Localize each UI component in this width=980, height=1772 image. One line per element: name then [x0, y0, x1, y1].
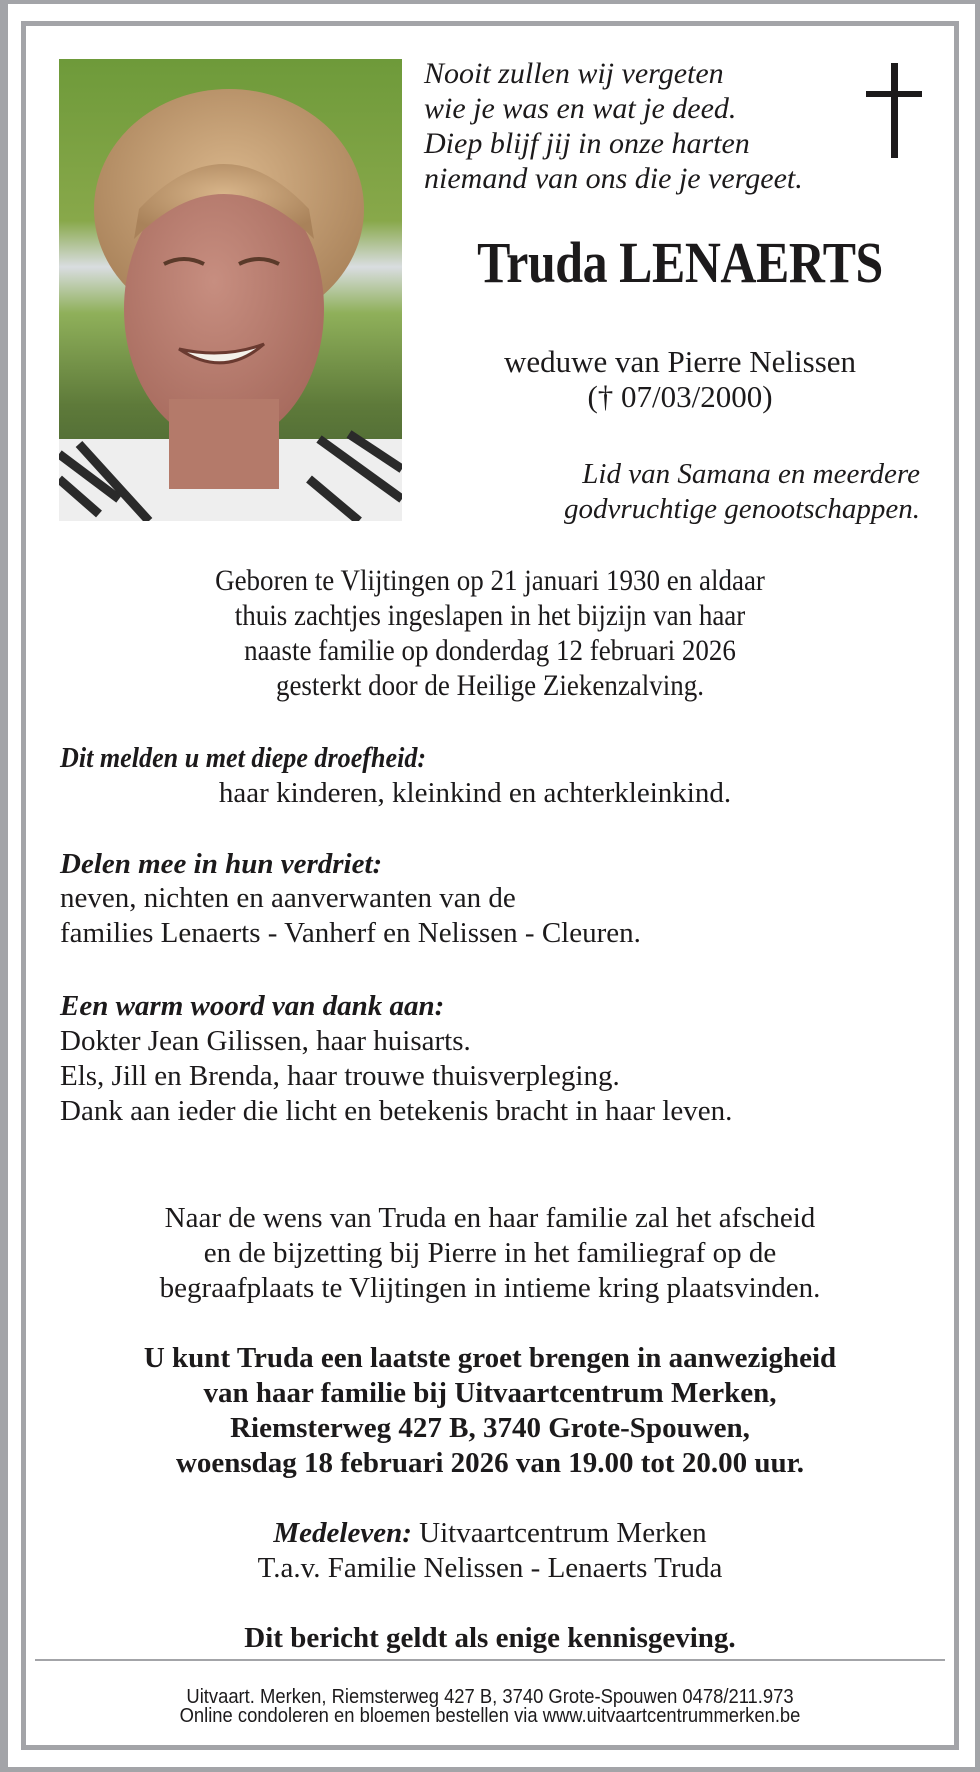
thanks-line: Dank aan ieder die licht en betekenis bracht in haar leven.: [60, 1095, 733, 1127]
footer-divider: [35, 1659, 945, 1661]
poem-line: niemand van ons die je vergeet.: [424, 162, 803, 195]
membership-line: Lid van Samana en meerdere: [582, 458, 920, 490]
visitation-line: Riemsterweg 427 B, 3740 Grote-Spouwen,: [230, 1412, 750, 1444]
sharing-line: families Lenaerts - Vanherf en Nelissen - Cleuren.: [60, 917, 641, 949]
funeral-line: begraafplaats te Vlijtingen in intieme kring plaatsvinden.: [159, 1272, 821, 1304]
poem-line: wie je was en wat je deed.: [424, 92, 737, 125]
visitation-line: van haar familie bij Uitvaartcentrum Merken,: [203, 1377, 777, 1409]
announcers-line: haar kinderen, kleinkind en achterkleinkind.: [218, 777, 732, 809]
announcers-heading: Dit melden u met diepe droefheid:: [60, 742, 427, 774]
visitation-line: U kunt Truda een laatste groet brengen in aanwezigheid: [143, 1342, 837, 1374]
sharing-heading: Delen mee in hun verdriet:: [60, 848, 383, 880]
poem-line: Diep blijf jij in onze harten: [424, 127, 750, 160]
widow-of: weduwe van Pierre Nelissen: [503, 344, 857, 379]
portrait-photo: [59, 59, 402, 521]
poem-line: Nooit zullen wij vergeten: [424, 57, 724, 90]
visitation-line: woensdag 18 februari 2026 van 19.00 tot 20.00 uur.: [175, 1447, 805, 1479]
thanks-heading: Een warm woord van dank aan:: [60, 990, 445, 1022]
membership-line: godvruchtige genootschappen.: [564, 493, 920, 525]
funeral-line: en de bijzetting bij Pierre in het familiegraf op de: [203, 1237, 777, 1269]
condolences-attention: T.a.v. Familie Nelissen - Lenaerts Truda: [257, 1552, 723, 1584]
thanks-line: Els, Jill en Brenda, haar trouwe thuisverpleging.: [60, 1060, 620, 1092]
spouse-death-date: († 07/03/2000): [587, 379, 773, 414]
cross-horizontal-bar: [866, 91, 922, 97]
notice-statement: Dit bericht geldt als enige kennisgeving.: [244, 1622, 736, 1654]
birth-death-line: Geboren te Vlijtingen op 21 januari 1930 en aldaar: [215, 564, 765, 597]
condolences-recipient: Uitvaartcentrum Merken: [411, 1517, 707, 1549]
thanks-line: Dokter Jean Gilissen, haar huisarts.: [60, 1025, 471, 1057]
birth-death-line: gesterkt door de Heilige Ziekenzalving.: [275, 669, 705, 702]
birth-death-line: thuis zachtjes ingeslapen in het bijzijn van haar: [234, 599, 746, 632]
cross-vertical-bar: [891, 63, 898, 158]
deceased-name: Truda LENAERTS: [477, 230, 883, 295]
online-condolences-link[interactable]: Online condoleren en bloemen bestellen via www.uitvaartcentrummerken.be: [179, 1705, 801, 1727]
portrait-image: [59, 59, 402, 521]
condolences-line: [0, 1519, 980, 1548]
funeral-home-contact: Uitvaart. Merken, Riemsterweg 427 B, 3740 Grote-Spouwen 0478/211.973: [186, 1686, 794, 1708]
funeral-line: Naar de wens van Truda en haar familie zal het afscheid: [164, 1202, 816, 1234]
birth-death-line: naaste familie op donderdag 12 februari 2026: [244, 634, 736, 667]
sharing-line: neven, nichten en aanverwanten van de: [60, 882, 516, 914]
latin-cross-icon: [866, 63, 922, 158]
condolences-label: Medeleven:: [273, 1517, 412, 1549]
